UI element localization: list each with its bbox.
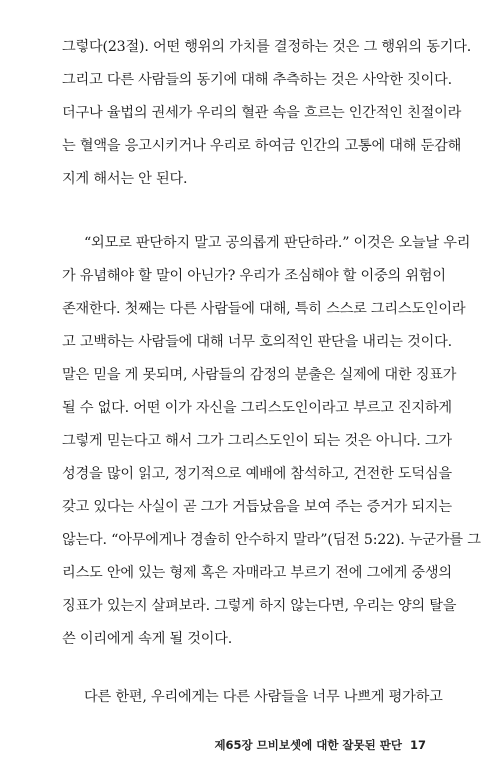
text-line: 는 혈액을 응고시키거나 우리로 하여금 인간의 고통에 대해 둔감해	[62, 138, 462, 154]
text-line: 그렇게 믿는다고 해서 그가 그리스도인이 되는 것은 아니다. 그가	[62, 433, 452, 449]
text-line: 될 수 없다. 어떤 이가 자신을 그리스도인이라고 부르고 진지하게	[62, 400, 452, 416]
text-line: 성경을 많이 읽고, 정기적으로 예배에 참석하고, 건전한 도덕심을	[62, 466, 452, 482]
text-line: 다른 한편, 우리에게는 다른 사람들을 너무 나쁘게 평가하고	[84, 689, 443, 705]
text-line: 않는다. “아무에게나 경솔히 안수하지 말라”(딤전 5:22). 누군가를 그	[62, 532, 481, 548]
text-line: 더구나 율법의 권세가 우리의 혈관 속을 흐르는 인간적인 친절이라	[62, 105, 462, 121]
text-line: 고 고백하는 사람들에 대해 너무 호의적인 판단을 내리는 것이다.	[62, 334, 452, 350]
running-footer	[214, 735, 426, 755]
text-line: 그렇다(23절). 어떤 행위의 가치를 결정하는 것은 그 행위의 동기다.	[62, 39, 472, 55]
text-line: 존재한다. 첫째는 다른 사람들에 대해, 특히 스스로 그리스도인이라	[62, 301, 466, 317]
text-line: 가 유념해야 할 말이 아닌가? 우리가 조심해야 할 이중의 위험이	[62, 268, 446, 284]
text-line: “외모로 판단하지 말고 공의롭게 판단하라.” 이것은 오늘날 우리	[84, 235, 471, 251]
text-line: 말은 믿을 게 못되며, 사람들의 감정의 분출은 실제에 대한 징표가	[62, 367, 457, 383]
text-line: 쓴 이리에게 속게 될 것이다.	[62, 631, 233, 647]
text-line: 그리고 다른 사람들의 동기에 대해 추측하는 것은 사악한 짓이다.	[62, 72, 452, 88]
text-line: 징표가 있는지 살펴보라. 그렇게 하지 않는다면, 우리는 양의 탈을	[62, 598, 457, 614]
text-line: 지게 해서는 안 된다.	[62, 171, 188, 187]
page-number: 17	[409, 738, 426, 752]
text-line: 갖고 있다는 사실이 곧 그가 거듭났음을 보여 주는 증거가 되지는	[62, 499, 452, 515]
chapter-title: 제65장 므비보셋에 대한 잘못된 판단	[214, 738, 402, 752]
text-line: 리스도 안에 있는 형제 혹은 자매라고 부르기 전에 그에게 중생의	[62, 565, 452, 581]
